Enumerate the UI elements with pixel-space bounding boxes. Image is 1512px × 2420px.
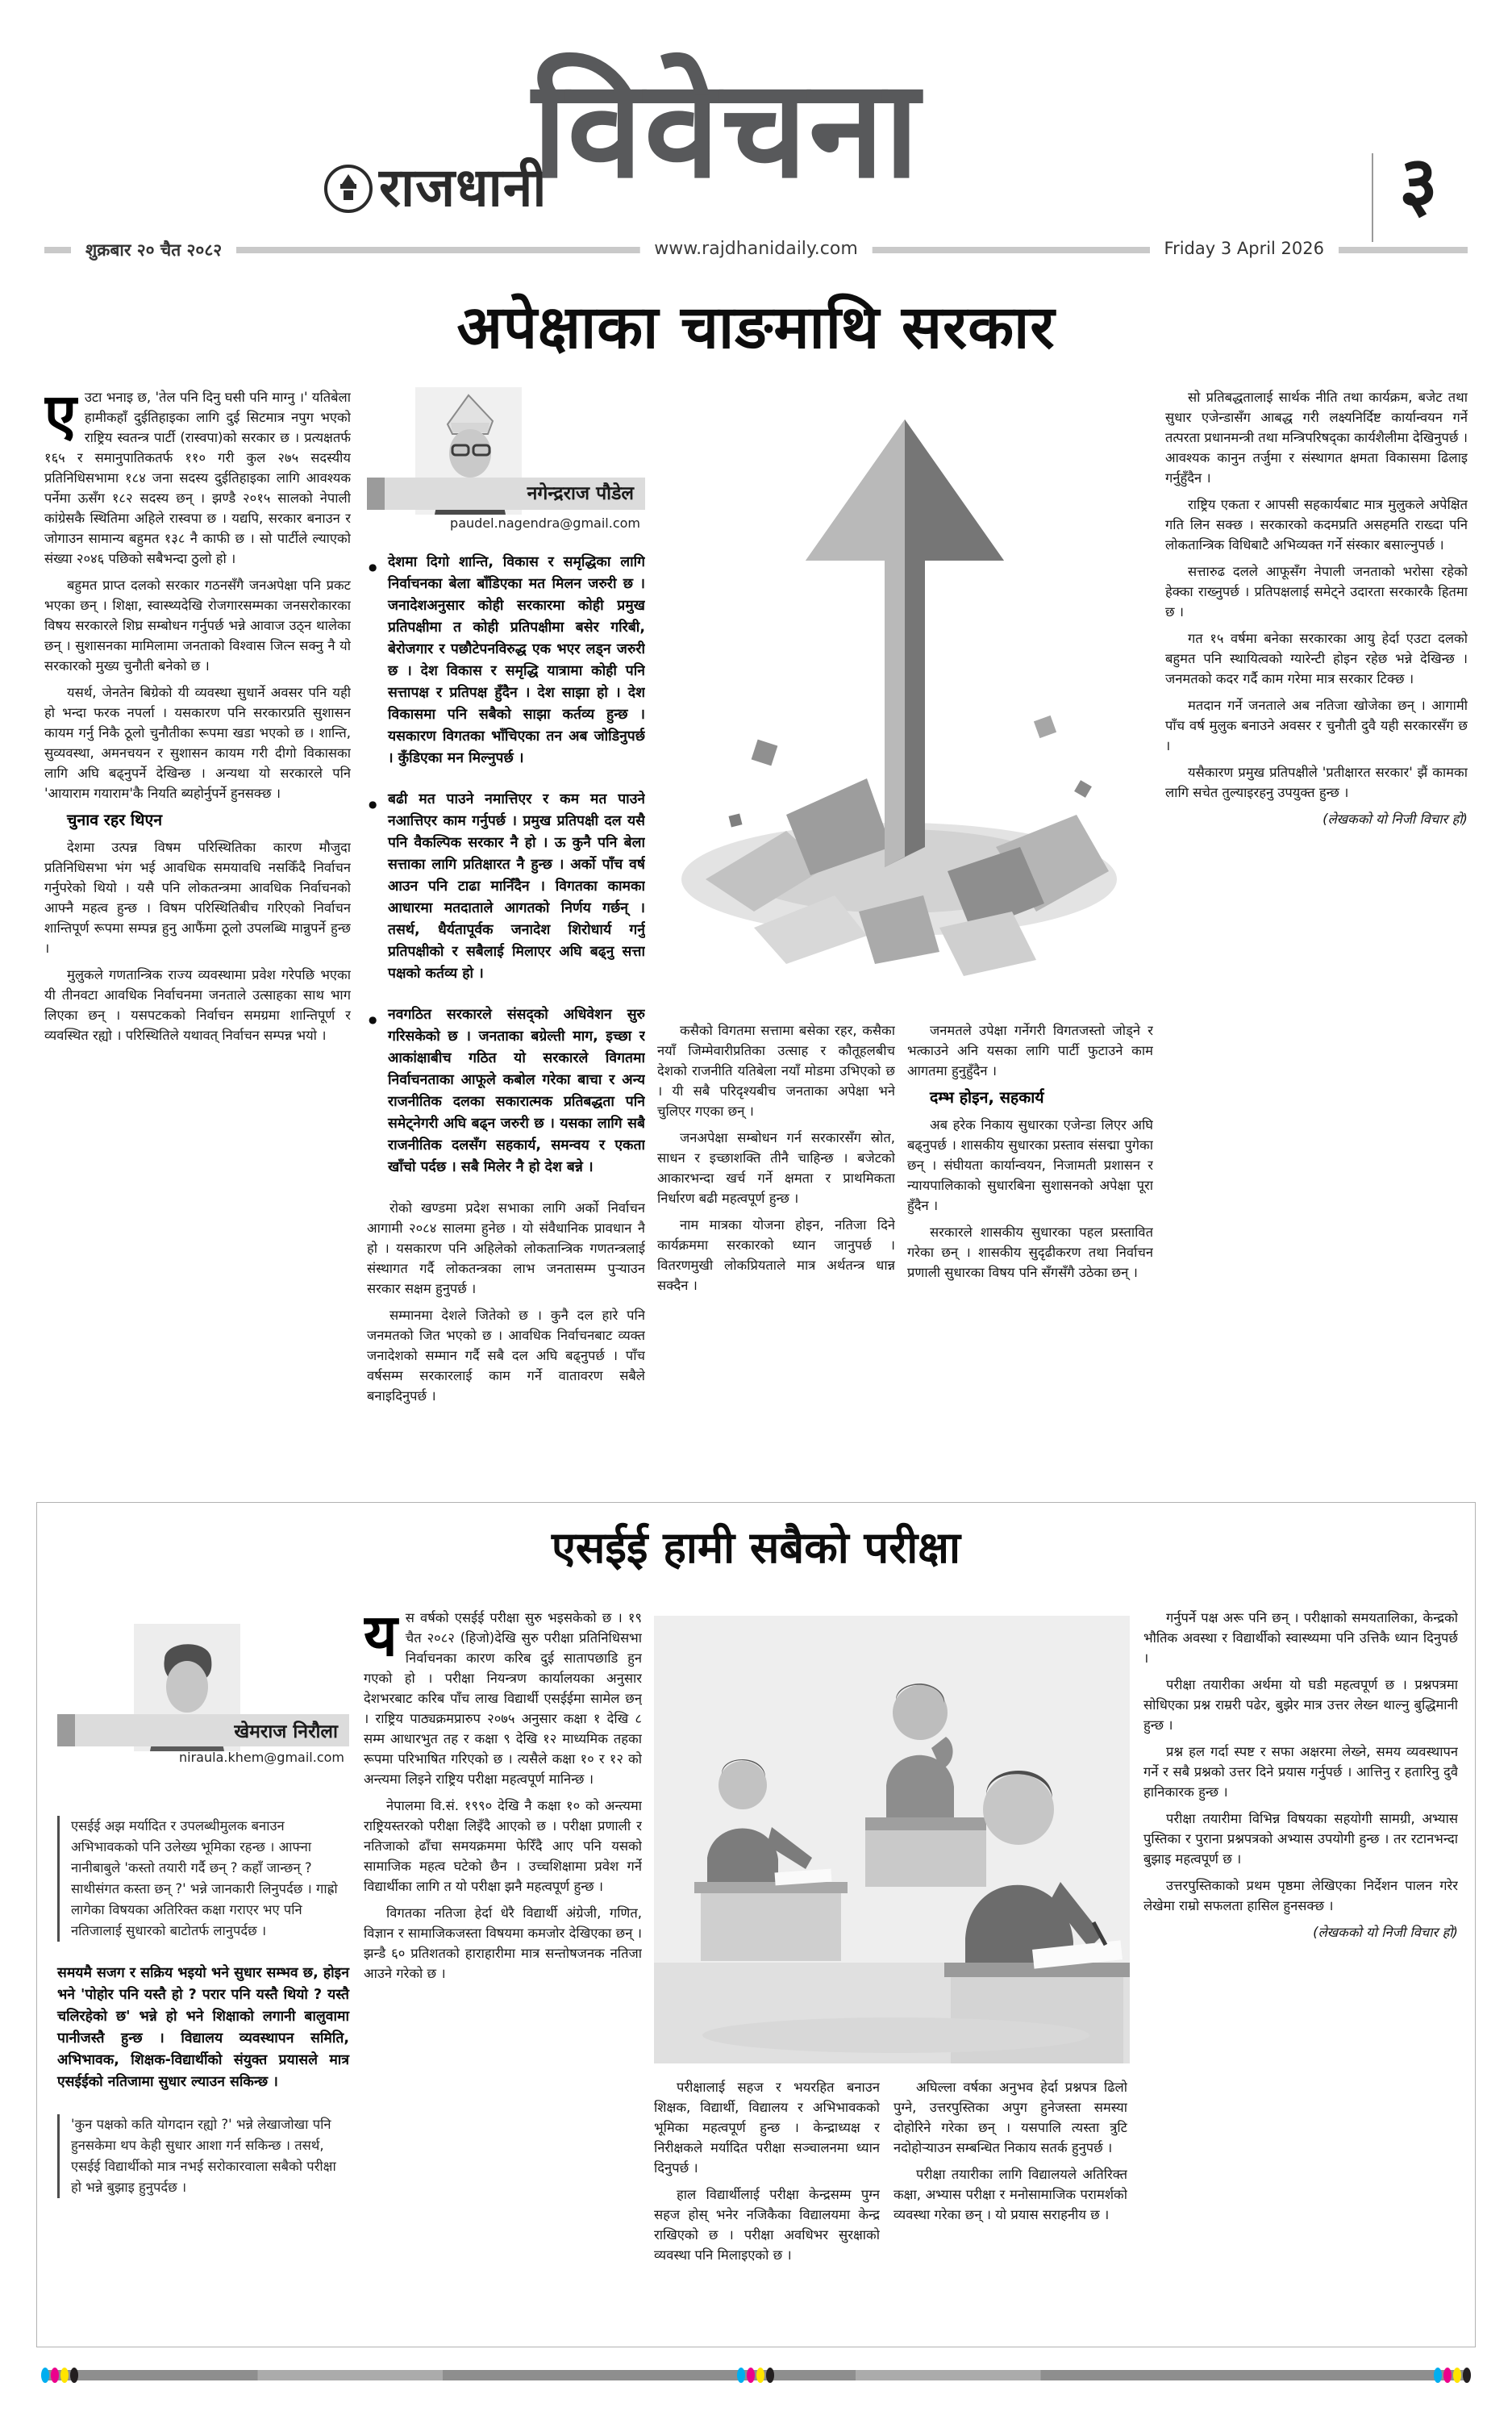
website-url: www.rajdhanidaily.com xyxy=(639,239,873,259)
nepali-date: शुक्रबार २० चैत २०८२ xyxy=(71,239,236,261)
paragraph-group xyxy=(44,837,351,1045)
paragraph: नेपालमा वि.सं. १९९० देखि नै कक्षा १० को अन्त्यमा राष्ट्रियस्तरको परीक्षा लिइँदै आएको छ । परीक्षा प्रणाली र नतिजाको ढाँचा समयक्रममा फेरिँदै आए पनि यसको सामाजिक महत्व घटेको छैन । उच्चशिक्षामा प्रवेश गर्ने विद्यार्थीका लागि त यो परीक्षा झनै महत्वपूर्ण हुन्छ । xyxy=(364,1798,642,1894)
bullet-item: ● नवगठित सरकारले संसद्को अधिवेशन सुरु गरिसकेको छ । जनताका बग्रेल्ती माग, इच्छा र आकांक्षाबीच गठित यो सरकारले विगतमा निर्वाचनताका आफूले कबोल गरेका बाचा र अन्य राजनीतिक दलका सकारात्मक प्रतिबद्धता पनि समेट्नेगरी अघि बढ्न जरुरी छ । यसका लागि सबै राजनीतिक दलसँग सहकार्य, समन्वय र एकता खाँचो पर्दछ । सबै मिलेर नै हो देश बन्ने । xyxy=(367,1004,645,1179)
article1-column-1 xyxy=(44,387,351,1488)
paragraph: देशमा उत्पन्न विषम परिस्थितिका कारण मौजुदा प्रतिनिधिसभा भंग भई आवधिक समयावधि नसकिँदै निर्वाचन गर्नुपरेको थियो । यसै पनि लोकतन्त्रमा आवधिक निर्वाचनको आफ्नै महत्व हुन्छ । विषम परिस्थितिबीच गरिएको निर्वाचन शान्तिपूर्ण रूपमा सम्पन्न हुनु आफैंमा ठूलो उपलब्धि मान्नुपर्ने हुन्छ । xyxy=(44,840,351,956)
paragraph: यसैकारण प्रमुख प्रतिपक्षीले 'प्रतीक्षारत सरकार' झैं कामका लागि सचेत तुल्याइरहनु उपयुक्त हुन्छ । xyxy=(1165,765,1468,800)
rajdhani-logo-icon xyxy=(323,163,374,215)
paragraph: सत्तारुढ दलले आफूसँग नेपाली जनताको भरोसा रहेको हेक्का राख्नुपर्छ । प्रतिपक्षलाई समेट्ने उदारता सरकारकै हितमा छ । xyxy=(1165,564,1468,620)
author-name-bar xyxy=(367,478,645,510)
article2-box xyxy=(36,1502,1476,2347)
paragraph: यसर्थ, जेनतेन बिग्रेको यी व्यवस्था सुधार्ने अवसर पनि यही हो भन्दा फरक नपर्ला । यसकारण पनि सरकारप्रति सुशासन कायम गर्नु निकै ठूलो चुनौतीका रूपमा खडा भएको छ । शान्ति, सुव्यवस्था, अमनचयन र सुशासन कायम गरी दीगो विकासका लागि अघि बढ्नुपर्ने देखिन्छ । अन्यथा यो सरकारले पनि 'आयाराम गयाराम'कै नियति ब्यहोर्नुपर्ने हुनसक्छ । xyxy=(44,685,351,801)
author-email: niraula.khem@gmail.com xyxy=(179,1750,344,1765)
paragraph-text: उटा भनाइ छ, 'तेल पनि दिनु घसी पनि माग्नु ।' यतिबेला हामीकहाँ दुईतिहाइका लागि दुई सिटमात्र नपुग भएको राष्ट्रिय स्वतन्त्र पार्टी (रास्वपा)को सरकार छ । प्रत्यक्षतर्फ १६५ र समानुपातिकतर्फ ११० गरी कुल २७५ सदस्यीय प्रतिनिधिसभामा १८४ जना सदस्य दुईतिहाइका लागि आवश्यक पर्नेमा ऊसँग १८२ सदस्य छन् । झण्डै २०१५ सालको नेपाली कांग्रेसकै स्थितिमा अहिले रास्वपा छ । यद्यपि, सरकार बनाउन र जोगाउन सामान्य बहुमत १३८ नै काफी छ । सो पार्टीले ल्याएको संख्या २०४६ पछिको सबैभन्दा ठुलो हो । xyxy=(44,390,351,566)
paragraph: अघिल्ला वर्षका अनुभव हेर्दा प्रश्नपत्र ढिलो पुग्ने, उत्तरपुस्तिका अपुग हुनेजस्ता समस्या दोहोरिने गरेका छन् । यसपालि त्यस्ता त्रुटि नदोहोर्‍याउन सम्बन्धित निकाय सतर्क हुनुपर्छ । xyxy=(893,2080,1127,2155)
dropcap: ए xyxy=(44,387,77,449)
author-name-bar xyxy=(57,1714,349,1746)
dropcap: य xyxy=(364,1608,398,1669)
paragraph: सरकारले शासकीय सुधारका पहल प्रस्तावित गरेका छन् । शासकीय सुदृढीकरण तथा निर्वाचन प्रणाली सुधारका विषय पनि सँगसँगै उठेका छन् । xyxy=(907,1225,1153,1280)
article1-headline: अपेक्षाका चाङमाथि सरकार xyxy=(456,293,1056,362)
author-name: नगेन्द्रराज पौडेल xyxy=(527,482,634,504)
cmyk-dots-left xyxy=(41,2368,78,2383)
paragraph: नाम मात्रका योजना होइन, नतिजा दिने कार्यक्रममा सरकारको ध्यान जानुपर्छ । वितरणमुखी लोकप्रियताले मात्र अर्थतन्त्र धान्न सक्दैन । xyxy=(657,1217,895,1293)
paragraph-group xyxy=(367,1198,645,1406)
paragraph: हाल विद्यार्थीलाई परीक्षा केन्द्रसम्म पुग्न सहज होस् भनेर नजिकैका विद्यालयमा केन्द्र राखिएको छ । परीक्षा अवधिभर सुरक्षाको व्यवस्था पनि मिलाइएको छ । xyxy=(654,2187,880,2263)
paragraph: उत्तरपुस्तिकाको प्रथम पृष्ठमा लेखिएका निर्देशन पालन गरेर लेखेमा राम्रो सफलता हासिल हुनसक्छ । xyxy=(1143,1878,1458,1913)
pull-quote-1: एसईई अझ मर्यादित र उपलब्धीमुलक बनाउन अभिभावकको पनि उलेख्य भूमिका रहन्छ । आफ्ना नानीबाबुले 'कस्तो तयारी गर्दै छन् ? कहाँ जान्छन् ? साथीसंगत कस्ता छन् ?' भन्ने जानकारी लिनुपर्दछ । गाह्रो लागेका विषयका अतिरिक्त कक्षा गराएर भए पनि नतिजालाई सुधारको बाटोतर्फ लानुपर्दछ । xyxy=(57,1816,349,1942)
paragraph-group xyxy=(1165,387,1468,803)
paragraph-group xyxy=(657,1020,895,1296)
article2-endnote: (लेखकको यो निजी विचार हो) xyxy=(1313,1925,1458,1940)
brand-name: राजधानी xyxy=(379,156,548,219)
paragraph: मुलुकले गणतान्त्रिक राज्य व्यवस्थामा प्रवेश गरेपछि भएका यी तीनवटा आवधिक निर्वाचनमा जनताले उत्साहका साथ भाग लिएका छन् । यसपटकको निर्वाचन समग्रमा शान्तिपूर्ण र व्यवस्थित रह्यो । परिस्थितिले यथावत् निर्वाचन सम्पन्न भयो । xyxy=(44,967,351,1043)
paragraph: परीक्षा तयारीका लागि विद्यालयले अतिरिक्त कक्षा, अभ्यास परीक्षा र मनोसामाजिक परामर्शको व्यवस्था गरेका छन् । यो प्रयास सराहनीय छ । xyxy=(893,2167,1127,2222)
paragraph-group xyxy=(893,2077,1127,2225)
article2-headline: एसईई हामी सबैको परीक्षा xyxy=(552,1522,960,1573)
article1-byline xyxy=(367,387,645,531)
page-number: ३ xyxy=(1399,140,1438,227)
print-registration-strip xyxy=(44,2370,1468,2380)
article1-column-3 xyxy=(657,1020,895,1488)
article1-column-4 xyxy=(907,1020,1153,1488)
article1-column-5 xyxy=(1165,387,1468,1488)
article1-subhead-2: दम्भ होइन, सहकार्य xyxy=(930,1088,1044,1107)
paragraph: गत १५ वर्षमा बनेका सरकारका आयु हेर्दा एउटा दलको बहुमत पनि स्थायित्वको ग्यारेन्टी होइन रहेछ भन्ने देखिन्छ । जनमतको कदर गर्दै काम गरेमा मात्र सरकार टिक्छ । xyxy=(1165,631,1468,686)
masthead xyxy=(0,0,1512,274)
paragraph: प्रश्न हल गर्दा स्पष्ट र सफा अक्षरमा लेख्ने, समय व्यवस्थापन गर्ने र सबै प्रश्नको उत्तर दिने प्रयास गर्नुपर्छ । आत्तिनु र हतारिनु दुवै हानिकारक हुन्छ । xyxy=(1143,1744,1458,1800)
section-title: विवेचना xyxy=(532,50,921,208)
paragraph: बहुमत प्राप्त दलको सरकार गठनसँगै जनअपेक्षा पनि प्रकट भएका छन् । शिक्षा, स्वास्थ्यदेखि रोजगारसम्मका जनसरोकारका विषय सरकारले शिघ्र सम्बोधन गर्नुपर्छ भन्ने आवाज उठ्न थालेका छन् । सुशासनका मामिलामा जनताको विश्वास जित्न सक्नु नै यो सरकारको मुख्य चुनौती बनेको छ । xyxy=(44,578,351,674)
paragraph: मतदान गर्ने जनताले अब नतिजा खोजेका छन् । आगामी पाँच वर्ष मुलुक बनाउने अवसर र चुनौती दुवै यही सरकारसँग छ । xyxy=(1165,698,1468,753)
cmyk-dots-center xyxy=(737,2368,774,2383)
author-email: paudel.nagendra@gmail.com xyxy=(450,515,640,531)
bullet-item: ● देशमा दिगो शान्ति, विकास र समृद्धिका लागि निर्वाचनका बेला बाँडिएका मत मिलन जरुरी छ । जनादेशअनुसार कोही सरकारमा कोही प्रमुख प्रतिपक्षीमा त कोही प्रतिपक्षीमा बसेर गरिबी, बेरोजगार र पछौटेपनविरुद्ध एक भएर लड्न जरुरी छ । देश विकास र समृद्धि यात्रामा कोही पनि सत्तापक्ष र प्रतिपक्ष हुँदैन । देश साझा हो । देश विकासमा पनि सबैको साझा कर्तव्य हुन्छ । यसकारण विगतका भाँचिएका तन अब जोडिनुपर्छ । कुँडिएका मन मिल्नुपर्छ । xyxy=(367,552,645,770)
paragraph-text: स वर्षको एसईई परीक्षा सुरु भइसकेको छ । १९ चैत २०८२ (हिजो)देखि सुरु परीक्षा प्रतिनिधिसभा निर्वाचनका कारण करिब दुई सातापछाडि हुन गएको हो । परीक्षा नियन्त्रण कार्यालयका अनुसार देशभरबाट करिब पाँच लाख विद्यार्थी एसईईमा सामेल छन् । राष्ट्रिय पाठ्यक्रमप्रारुप २०७५ अनुसार कक्षा १ देखि ८ सम्म आधारभुत तह र कक्षा ९ देखि १२ माध्यमिक तहका रूपमा परिभाषित गरिएको छ । त्यसैले कक्षा १० र १२ को अन्त्यमा लिइने राष्ट्रिय परीक्षा महत्वपूर्ण मानिन्छ । xyxy=(364,1610,642,1787)
lead-paragraph xyxy=(44,387,351,569)
article2-column-1 xyxy=(364,1608,642,2330)
article2-column-3 xyxy=(893,2077,1127,2327)
paragraph: रोको खण्डमा प्रदेश सभाका लागि अर्को निर्वाचन आगामी २०८४ सालमा हुनेछ । यो संवैधानिक प्रावधान नै हो । यसकारण पनि अहिलेको लोकतान्त्रिक गणतन्त्रलाई संस्थागत गर्दै लोकतन्त्रका लाभ जनतासम्म पुर्‍याउन सरकार सक्षम हुनुपर्छ । xyxy=(367,1200,645,1296)
paragraph: सो प्रतिबद्धतालाई सार्थक नीति तथा कार्यक्रम, बजेट तथा सुधार एजेन्डासँग आबद्ध गरी लक्ष्यनिर्दिष्ट कार्यान्वयन गर्ने तत्परता प्रधानमन्त्री तथा मन्त्रिपरिषद्का कार्यशैलीमा देखिनुपर्छ । आवश्यक कानुन तर्जुमा र संस्थागत क्षमता विकासमा ढिलाइ गर्नुहुँदैन । xyxy=(1165,390,1468,486)
paragraph: गर्नुपर्ने पक्ष अरू पनि छन् । परीक्षाको समयतालिका, केन्द्रको भौतिक अवस्था र विद्यार्थीको स्वास्थ्यमा पनि उत्तिकै ध्यान दिनुपर्छ । xyxy=(1143,1610,1458,1666)
author-name: खेमराज निरौला xyxy=(234,1721,338,1742)
article1-endnote: (लेखकको यो निजी विचार हो) xyxy=(1322,812,1468,827)
exam-illustration xyxy=(654,1616,1130,2063)
paragraph-group xyxy=(654,2077,880,2265)
cmyk-dots-right xyxy=(1434,2368,1471,2383)
paragraph: कसैको विगतमा सत्तामा बसेका रहर, कसैका नयाँ जिम्मेवारीप्रतिका उत्साह र कौतूहलबीच देशको राजनीति यतिबेला नयाँ मोडमा उभिएको छ । यी सबै परिदृश्यबीच जनताका अपेक्षा भने चुलिएर गएका छन् । xyxy=(657,1023,895,1119)
bullet-list xyxy=(367,552,645,1179)
paragraph: अब हरेक निकाय सुधारका एजेन्डा लिएर अघि बढ्नुपर्छ । शासकीय सुधारका प्रस्ताव संसद्मा पुगेका छन् । संघीयता कार्यान्वयन, निजामती प्रशासन र न्यायपालिकाको सुधारबिना सुशासनको अपेक्षा पूरा हुँदैन । xyxy=(907,1117,1153,1213)
page-number-rule xyxy=(1372,153,1373,242)
arrow-breakthrough-image xyxy=(657,395,1153,1004)
article2-column-2 xyxy=(654,2077,880,2327)
article2-left-rail xyxy=(57,1624,349,2219)
article2-column-4 xyxy=(1143,1608,1458,2330)
bold-paragraph: समयमै सजग र सक्रिय भइयो भने सुधार सम्भव छ, होइन भने 'पोहोर पनि यस्तै हो ? परार पनि यस्तै थियो ? यस्तै चलिरहेको छ' भन्ने हो भने शिक्षाको लगानी बालुवामा पानीजस्तै हुन्छ । विद्यालय व्यवस्थापन समिति, अभिभावक, शिक्षक-विद्यार्थीको संयुक्त प्रयासले मात्र एसईईको नतिजामा सुधार ल्याउन सकिन्छ । xyxy=(57,1965,349,2090)
paragraph: परीक्षा तयारीका अर्थमा यो घडी महत्वपूर्ण छ । प्रश्नपत्रमा सोधिएका प्रश्न राम्ररी पढेर, बुझेर मात्र उत्तर लेख्न थाल्नु बुद्धिमानी हुन्छ । xyxy=(1143,1677,1458,1733)
lead-paragraph xyxy=(364,1608,642,1789)
pull-quote-2: 'कुन पक्षको कति योगदान रह्यो ?' भन्ने लेखाजोखा पनि हुनसकेमा थप केही सुधार आशा गर्न सकिन्छ । तसर्थ, एसईई विद्यार्थीको मात्र नभई सरोकारवाला सबैको परीक्षा हो भन्ने बुझाइ हुनुपर्दछ । xyxy=(57,2114,349,2198)
paragraph-group xyxy=(1143,1608,1458,1916)
paragraph: परीक्षा तयारीमा विभिन्न विषयका सहयोगी सामग्री, अभ्यास पुस्तिका र पुराना प्रश्नपत्रको अभ्यास उपयोगी हुन्छ । तर रटानभन्दा बुझाइ महत्वपूर्ण छ । xyxy=(1143,1811,1458,1867)
article1-column-2 xyxy=(367,387,645,1488)
article1-subhead-1: चुनाव रहर थिएन xyxy=(67,811,163,829)
paragraph: सम्मानमा देशले जितेको छ । कुनै दल हारे पनि जनमतको जित भएको छ । आवधिक निर्वाचनबाट व्यक्त जनादेशको सम्मान गर्दै सबै दल अघि बढ्नुपर्छ । पाँच वर्षसम्म सरकारलाई काम गर्ने वातावरण सबैले बनाइदिनुपर्छ । xyxy=(367,1308,645,1404)
paragraph: परीक्षालाई सहज र भयरहित बनाउन शिक्षक, विद्यार्थी, विद्यालय र अभिभावकको भूमिका महत्वपूर्ण हुन्छ । केन्द्राध्यक्ष र निरीक्षकले मर्यादित परीक्षा सञ्चालनमा ध्यान दिनुपर्छ । xyxy=(654,2080,880,2176)
paragraph: जनअपेक्षा सम्बोधन गर्न सरकारसँग स्रोत, साधन र इच्छाशक्ति तीनै चाहिन्छ । बजेटको आकारभन्दा खर्च गर्ने क्षमता र प्राथमिकता निर्धारण बढी महत्वपूर्ण हुन्छ । xyxy=(657,1130,895,1206)
brand xyxy=(323,156,548,219)
bullet-item: ● बढी मत पाउने नमात्तिएर र कम मत पाउने नआत्तिएर काम गर्नुपर्छ । प्रमुख प्रतिपक्षी दल यसै पनि वैकल्पिक सरकार नै हो । ऊ कुनै पनि बेला सत्ताका लागि प्रतिक्षारत नै हुन्छ । अर्को पाँच वर्ष आउन पनि टाढा मानिँदैन । विगतका कामका आधारमा मतदाताले आगतको निर्णय गर्छन् । तसर्थ, धैर्यतापूर्वक जनादेश शिरोधार्य गर्नु प्रतिपक्षीको र सबैलाई मिलाएर अघि बढ्नु सत्ता पक्षको कर्तव्य हो । xyxy=(367,789,645,985)
paragraph: विगतका नतिजा हेर्दा धेरै विद्यार्थी अंग्रेजी, गणित, विज्ञान र सामाजिकजस्ता विषयमा कमजोर देखिएका छन् । झन्डै ६० प्रतिशतको हाराहारीमा मात्र सन्तोषजनक नतिजा आउने गरेको छ । xyxy=(364,1905,642,1981)
paragraph: जनमतले उपेक्षा गर्नेगरी विगतजस्तो जोड्ने र भत्काउने अनि यसका लागि पार्टी फुटाउने काम आगतमा हुनुहुँदैन । xyxy=(907,1023,1153,1079)
english-date: Friday 3 April 2026 xyxy=(1150,239,1339,258)
paragraph: राष्ट्रिय एकता र आपसी सहकार्यबाट मात्र मुलुकले अपेक्षित गति लिन सक्छ । सरकारको कदमप्रति असहमति राख्दा पनि लोकतान्त्रिक विधिबाटै अभिव्यक्त गर्ने संस्कार बसाल्नुपर्छ । xyxy=(1165,497,1468,553)
article2-byline xyxy=(57,1624,349,1767)
